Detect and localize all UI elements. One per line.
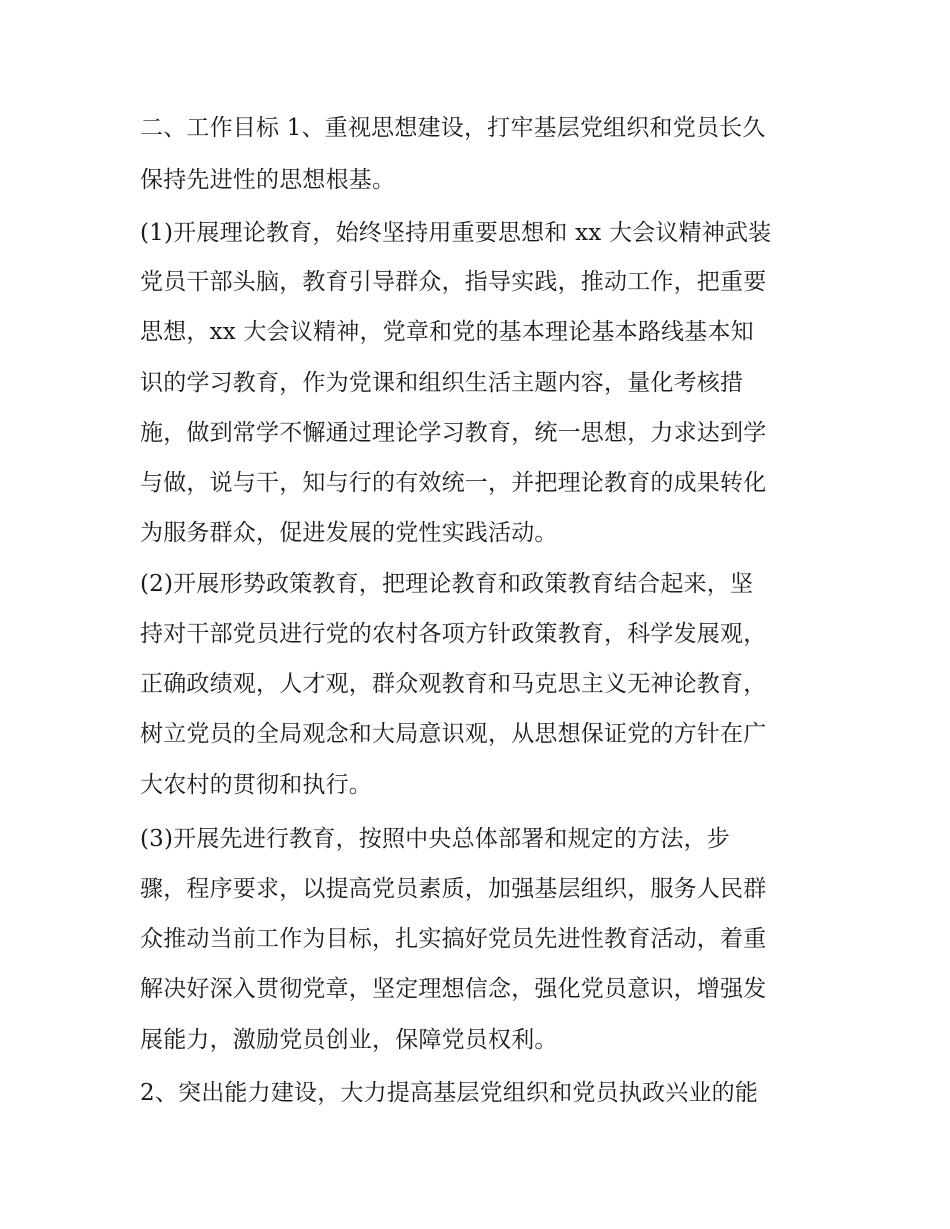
text-line-17: 众推动当前工作为目标，扎实搞好党员先进性教育活动，着重: [140, 926, 767, 952]
text-line-15: (3)开展先进行教育，按照中央总体部署和规定的方法，步: [140, 826, 730, 852]
text-line-20: 2、突出能力建设，大力提高基层党组织和党员执政兴业的能: [140, 1080, 759, 1106]
text-line-18: 解决好深入贯彻党章，坚定理想信念，强化党员意识，增强发: [140, 976, 767, 1002]
text-line-13: 树立党员的全局观念和大局意识观，从思想保证党的方针在广: [140, 721, 767, 747]
text-line-1: 二、工作目标 1、重视思想建设，打牢基层党组织和党员长久: [140, 115, 766, 141]
text-line-4: 党员干部头脑，教育引导群众，指导实践，推动工作，把重要: [140, 269, 767, 295]
text-line-9: 为服务群众，促进发展的党性实践活动。: [140, 520, 558, 546]
text-line-7: 施，做到常学不懈通过理论学习教育，统一思想，力求达到学: [140, 420, 767, 446]
text-line-12: 正确政绩观，人才观，群众观教育和马克思主义无神论教育，: [140, 671, 767, 697]
text-line-2: 保持先进性的思想根基。: [140, 167, 396, 193]
text-line-6: 识的学习教育，作为党课和组织生活主题内容，量化考核措: [140, 370, 744, 396]
text-line-10: (2)开展形势政策教育，把理论教育和政策教育结合起来，坚: [140, 571, 754, 597]
text-line-14: 大农村的贯彻和执行。: [140, 772, 372, 798]
text-line-8: 与做，说与干，知与行的有效统一，并把理论教育的成果转化: [140, 470, 767, 496]
text-line-19: 展能力，激励党员创业，保障党员权利。: [140, 1027, 558, 1053]
text-line-3: (1)开展理论教育，始终坚持用重要思想和 xx 大会议精神武装: [140, 220, 772, 246]
text-line-11: 持对干部党员进行党的农村各项方针政策教育，科学发展观，: [140, 621, 767, 647]
text-line-16: 骤，程序要求，以提高党员素质，加强基层组织，服务人民群: [140, 876, 767, 902]
text-line-5: 思想，xx 大会议精神，党章和党的基本理论基本路线基本知: [140, 319, 754, 345]
